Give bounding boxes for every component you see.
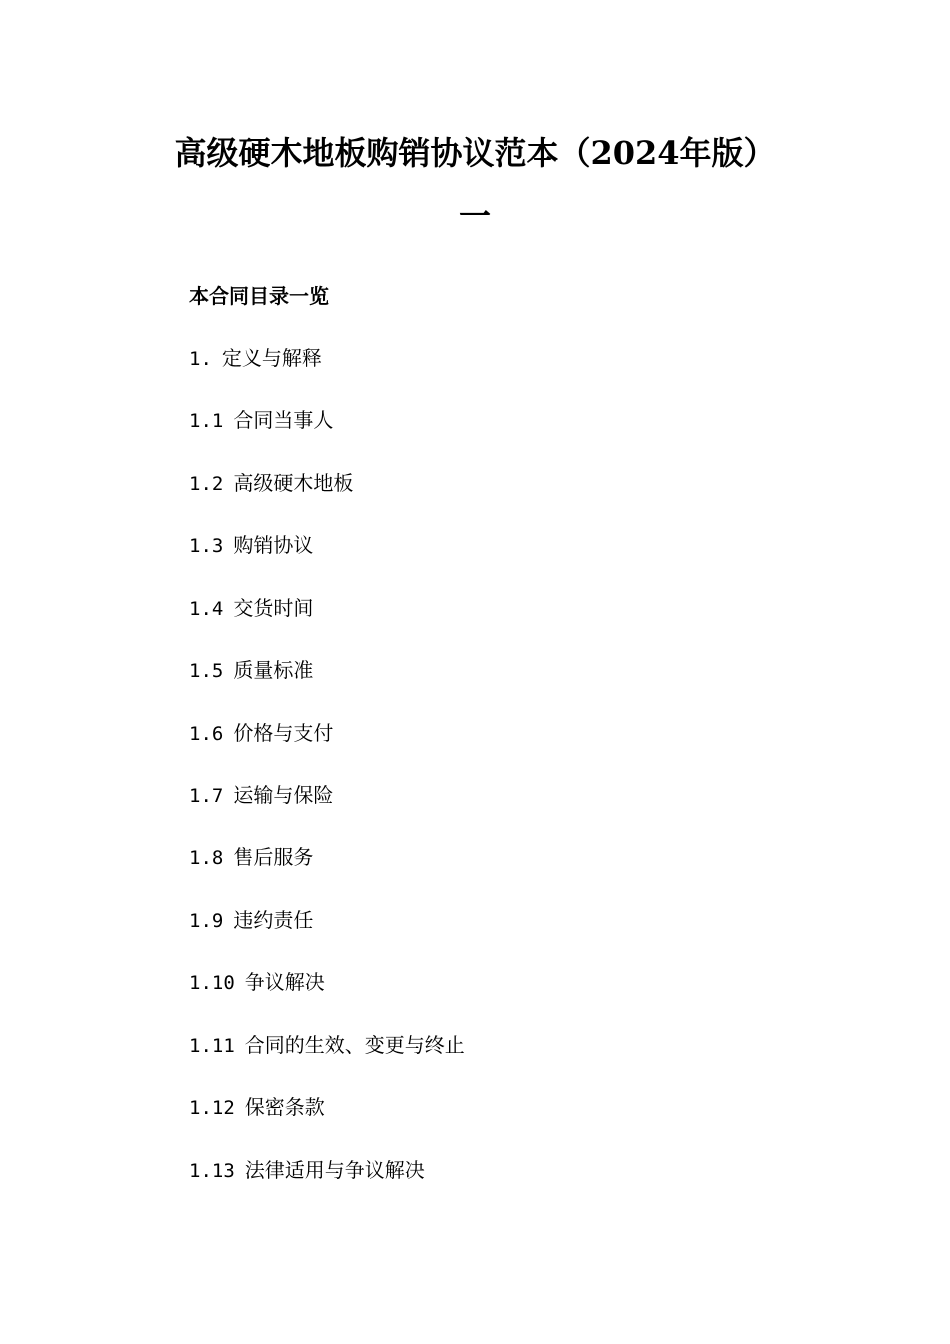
toc-item	[189, 406, 333, 435]
toc-item	[189, 781, 333, 810]
toc-item-label: 售后服务	[233, 845, 314, 869]
toc-item-number: 1.4	[189, 598, 224, 620]
toc-item-label: 法律适用与争议解决	[244, 1158, 425, 1182]
toc-item-label: 高级硬木地板	[233, 471, 354, 495]
toc-item-number: 1.1	[189, 410, 224, 432]
toc-item-number: 1.9	[189, 910, 224, 932]
toc-item-number: 1.7	[189, 785, 224, 807]
toc-heading: 本合同目录一览	[189, 284, 329, 308]
toc-item-label: 违约责任	[233, 908, 314, 932]
toc-item	[189, 906, 313, 935]
toc-item-label: 争议解决	[244, 970, 325, 994]
document-title: 高级硬木地板购销协议范本（2024年版）	[174, 134, 776, 172]
toc-item-number: 1.11	[189, 1035, 235, 1057]
toc-item-number: 1.13	[189, 1160, 235, 1182]
toc-item-label: 合同当事人	[233, 408, 334, 432]
toc-item-number: 1.6	[189, 723, 224, 745]
toc-item	[189, 469, 353, 498]
toc-item-number: 1.5	[189, 660, 224, 682]
toc-item-number: 1.8	[189, 847, 224, 869]
toc-item-label: 交货时间	[233, 596, 314, 620]
toc-item	[189, 531, 313, 560]
toc-item-number: 1.2	[189, 473, 224, 495]
toc-item-number: 1.12	[189, 1097, 235, 1119]
toc-item	[189, 719, 333, 748]
toc-item	[189, 344, 322, 373]
document-title-part: 一	[458, 197, 491, 235]
toc-item-label: 合同的生效、变更与终止	[244, 1033, 465, 1057]
toc-item-number: 1.3	[189, 535, 224, 557]
toc-item	[189, 968, 325, 997]
toc-item-number: 1.	[189, 348, 212, 370]
toc-item	[189, 1156, 425, 1185]
toc-item-label: 保密条款	[244, 1095, 325, 1119]
toc-item	[189, 1031, 465, 1060]
toc-item-label: 运输与保险	[233, 783, 334, 807]
toc-item-label: 购销协议	[233, 533, 314, 557]
toc-item	[189, 843, 313, 872]
toc-item	[189, 656, 313, 685]
toc-item-label: 定义与解释	[221, 346, 322, 370]
toc-item	[189, 594, 313, 623]
toc-item-label: 价格与支付	[233, 721, 334, 745]
toc-item-label: 质量标准	[233, 658, 314, 682]
toc-item-number: 1.10	[189, 972, 235, 994]
toc-item	[189, 1093, 325, 1122]
